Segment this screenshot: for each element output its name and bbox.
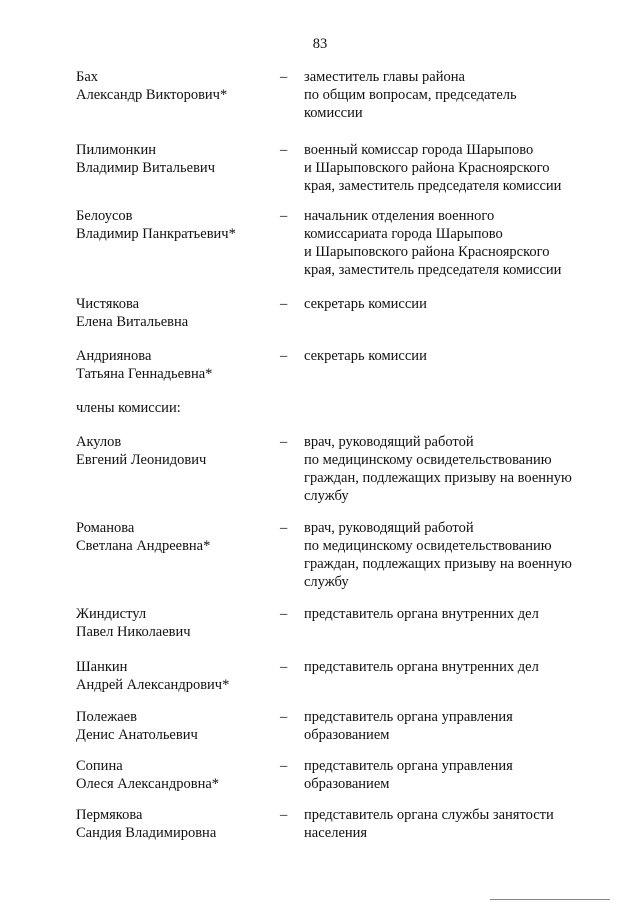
member-role-line: представитель органа внутренних дел — [304, 659, 539, 675]
member-role-line: края, заместитель председателя комиссии — [304, 262, 562, 278]
member-role — [304, 806, 594, 842]
member-role — [304, 207, 594, 279]
separator-dash: – — [280, 208, 288, 224]
member-name — [76, 347, 266, 383]
member-name-line: Романова — [76, 520, 135, 536]
member-name — [76, 68, 266, 104]
member-role-line: представитель органа службы занятости — [304, 807, 554, 823]
member-role-line: службу — [304, 488, 349, 504]
member-role-line: населения — [304, 825, 368, 841]
member-name-line: Жиндистул — [76, 606, 147, 622]
separator-dash: – — [280, 434, 288, 450]
member-name-line: Пермякова — [76, 807, 143, 823]
bottom-rule — [490, 899, 610, 900]
member-role — [304, 658, 594, 676]
member-name-line: Светлана Андреевна* — [76, 538, 211, 554]
member-name-line: Татьяна Геннадьевна* — [76, 366, 213, 382]
member-name — [76, 141, 266, 177]
separator-dash: – — [280, 520, 288, 536]
member-name-line: Белоусов — [76, 208, 133, 224]
member-name — [76, 757, 266, 793]
members-heading: члены комиссии: — [76, 400, 181, 416]
member-role-line: по общим вопросам, председатель — [304, 87, 517, 103]
member-role-line: врач, руководящий работой — [304, 520, 474, 536]
member-name — [76, 207, 266, 243]
member-role — [304, 757, 594, 793]
member-role-line: комиссии — [304, 105, 363, 121]
member-role — [304, 347, 594, 365]
member-name-line: Бах — [76, 69, 99, 85]
member-name — [76, 433, 266, 469]
member-role-line: секретарь комиссии — [304, 296, 427, 312]
member-role — [304, 708, 594, 744]
member-name-line: Чистякова — [76, 296, 140, 312]
member-role-line: и Шарыповского района Красноярского — [304, 160, 550, 176]
member-name-line: Сандия Владимировна — [76, 825, 217, 841]
separator-dash: – — [280, 709, 288, 725]
member-role — [304, 519, 594, 591]
separator-dash: – — [280, 142, 288, 158]
member-name-line: Александр Викторович* — [76, 87, 228, 103]
member-role-line: секретарь комиссии — [304, 348, 427, 364]
member-name-line: Акулов — [76, 434, 122, 450]
member-role-line: представитель органа управления — [304, 709, 513, 725]
separator-dash: – — [280, 606, 288, 622]
member-name-line: Олеся Александровна* — [76, 776, 220, 792]
separator-dash: – — [280, 296, 288, 312]
member-role-line: края, заместитель председателя комиссии — [304, 178, 562, 194]
member-role-line: комиссариата города Шарыпово — [304, 226, 503, 242]
member-role-line: граждан, подлежащих призыву на военную — [304, 556, 572, 572]
member-role-line: и Шарыповского района Красноярского — [304, 244, 550, 260]
member-role-line: врач, руководящий работой — [304, 434, 474, 450]
member-role — [304, 141, 594, 195]
member-name — [76, 605, 266, 641]
member-name-line: Евгений Леонидович — [76, 452, 207, 468]
member-role-line: военный комиссар города Шарыпово — [304, 142, 534, 158]
separator-dash: – — [280, 348, 288, 364]
member-name — [76, 519, 266, 555]
member-name — [76, 806, 266, 842]
member-name — [76, 295, 266, 331]
member-role-line: по медицинскому освидетельствованию — [304, 452, 552, 468]
separator-dash: – — [280, 69, 288, 85]
member-name-line: Павел Николаевич — [76, 624, 191, 640]
separator-dash: – — [280, 659, 288, 675]
member-role — [304, 433, 594, 505]
member-name-line: Пилимонкин — [76, 142, 156, 158]
member-role-line: представитель органа внутренних дел — [304, 606, 539, 622]
member-role-line: по медицинскому освидетельствованию — [304, 538, 552, 554]
member-name-line: Шанкин — [76, 659, 128, 675]
member-role-line: начальник отделения военного — [304, 208, 495, 224]
page-number: 83 — [312, 36, 328, 52]
member-name-line: Денис Анатольевич — [76, 727, 198, 743]
member-name-line: Полежаев — [76, 709, 137, 725]
member-name — [76, 658, 266, 694]
member-role — [304, 68, 594, 122]
member-name — [76, 708, 266, 744]
member-name-line: Сопина — [76, 758, 123, 774]
member-role — [304, 295, 594, 313]
member-role-line: образованием — [304, 727, 390, 743]
member-name-line: Елена Витальевна — [76, 314, 189, 330]
separator-dash: – — [280, 758, 288, 774]
member-name-line: Андрей Александрович* — [76, 677, 230, 693]
member-role-line: заместитель главы района — [304, 69, 465, 85]
member-role-line: представитель органа управления — [304, 758, 513, 774]
separator-dash: – — [280, 807, 288, 823]
member-role-line: граждан, подлежащих призыву на военную — [304, 470, 572, 486]
member-role — [304, 605, 594, 623]
member-name-line: Владимир Панкратьевич* — [76, 226, 236, 242]
member-name-line: Андриянова — [76, 348, 152, 364]
member-role-line: образованием — [304, 776, 390, 792]
member-role-line: службу — [304, 574, 349, 590]
member-name-line: Владимир Витальевич — [76, 160, 215, 176]
